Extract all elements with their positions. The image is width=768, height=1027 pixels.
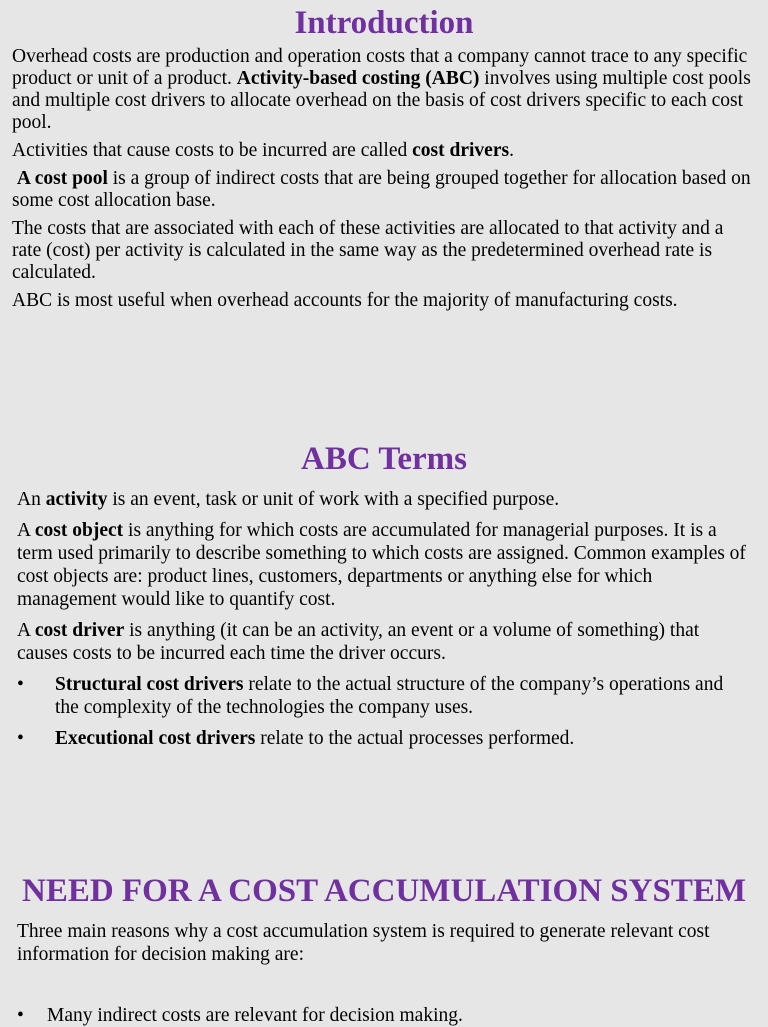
text-span: .	[509, 140, 514, 161]
text-span: is an event, task or unit of work with a specified purpose.	[107, 489, 560, 510]
intro-paragraph-abc-useful: ABC is most useful when overhead accounts for the majority of manufacturing costs.	[12, 290, 678, 311]
terms-paragraph-cost-driver	[17, 619, 751, 665]
bullet-icon: •	[17, 1005, 24, 1026]
text-span: Activities that cause costs to be incurred are called	[12, 140, 413, 161]
text-span: A	[17, 620, 35, 641]
slide-abc-terms	[0, 440, 768, 758]
intro-paragraph-cost-drivers	[12, 140, 756, 162]
bold-term: Activity-based costing (ABC)	[236, 68, 480, 89]
list-item	[17, 727, 751, 750]
slide-introduction	[0, 4, 768, 318]
need-paragraph-reasons: Three main reasons why a cost accumulation system is required to generate relevant cost information for decision making are:	[17, 921, 710, 965]
text-span: involves using multiple cost pools and multiple cost drivers to allocate overhead on the basis of cost drivers specific to each cost pool.	[12, 68, 751, 133]
text-span: A	[17, 520, 35, 541]
bullet-icon: •	[17, 728, 24, 749]
bold-term: cost driver	[34, 620, 125, 641]
text-span: is anything (it can be an activity, an event or a volume of something) that causes costs to be incurred each time the driver occurs.	[17, 620, 700, 664]
bold-term: cost drivers	[412, 140, 510, 161]
text-span: Many indirect costs are relevant for decision making.	[47, 1005, 463, 1026]
bold-term: A cost pool	[16, 168, 108, 189]
slide-title-need: NEED FOR A COST ACCUMULATION SYSTEM	[22, 873, 746, 909]
terms-bullet-list	[17, 673, 751, 750]
bold-term: cost object	[34, 520, 124, 541]
list-item	[17, 673, 751, 719]
text-span: Overhead costs are production and operation costs that a company cannot trace to any specific product or unit of a product.	[12, 46, 748, 89]
text-span: is anything for which costs are accumulated for managerial purposes. It is a term used primarily to describe something to which costs are assigned. Common examples of cost objects are: product lines, customers, departments or anything else for which management would like to quantify cost.	[17, 520, 746, 610]
intro-paragraph-overhead	[12, 46, 756, 134]
bullet-icon: •	[17, 674, 24, 695]
text-span: An	[17, 489, 46, 510]
intro-paragraph-rate: The costs that are associated with each of these activities are allocated to that activity and a rate (cost) per activity is calculated in the same way as the predetermined overhead rate is calculated.	[12, 218, 724, 283]
text-span: relate to the actual structure of the company’s operations and the complexity of the technologies the company uses.	[55, 674, 724, 718]
terms-paragraph-cost-object	[17, 519, 751, 611]
bold-term: Structural cost drivers	[55, 674, 244, 695]
slide-title-abc-terms: ABC Terms	[301, 441, 467, 477]
text-span: relate to the actual processes performed.	[255, 728, 575, 749]
slide-need-cost-accumulation	[0, 872, 768, 1027]
bold-term: activity	[45, 489, 108, 510]
text-span: is a group of indirect costs that are being grouped together for allocation based on some cost allocation base.	[12, 168, 751, 211]
terms-paragraph-activity	[17, 488, 751, 511]
bold-term: Executional cost drivers	[55, 728, 256, 749]
intro-paragraph-cost-pool	[12, 168, 756, 212]
slide-title-introduction: Introduction	[294, 5, 474, 41]
